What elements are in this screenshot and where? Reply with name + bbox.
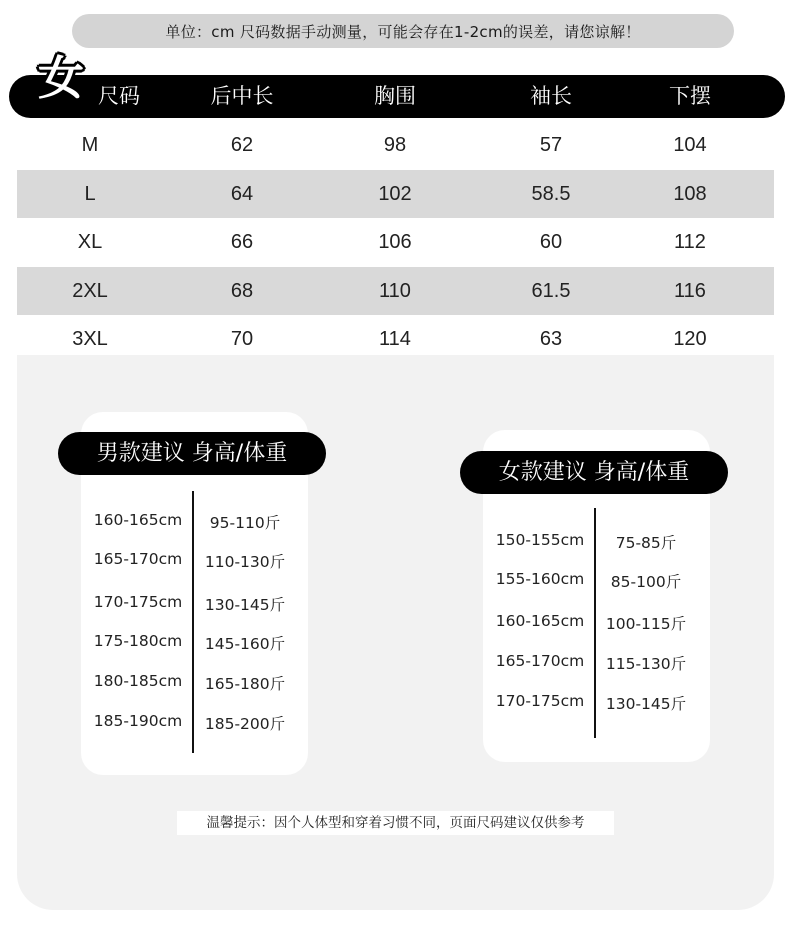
header-hem: 下摆 (669, 84, 711, 108)
women-recommendation-title: 女款建议 身高/体重 (460, 451, 728, 494)
cell-size: XL (77, 231, 103, 254)
women-height: 170-175cm (495, 692, 585, 710)
header-sleeve: 袖长 (530, 84, 572, 108)
women-weight: 115-130斤 (605, 655, 687, 673)
size-tip: 温馨提示：因个人体型和穿着习惯不同，页面尺码建议仅供参考 (177, 811, 614, 835)
men-height: 160-165cm (93, 511, 183, 529)
header-back-length: 后中长 (210, 84, 274, 108)
cell-chest: 114 (379, 328, 411, 351)
cell-back-length: 70 (230, 328, 254, 351)
cell-hem: 120 (673, 328, 707, 351)
table-row (17, 267, 774, 316)
cell-back-length: 62 (230, 134, 254, 156)
cell-back-length: 64 (230, 182, 254, 205)
men-weight: 185-200斤 (204, 715, 286, 733)
header-chest: 胸围 (374, 84, 416, 108)
women-weight: 100-115斤 (605, 615, 687, 633)
women-height: 160-165cm (495, 612, 585, 630)
women-weight: 130-145斤 (605, 695, 687, 713)
cell-sleeve: 63 (539, 328, 563, 351)
table-row (17, 170, 774, 219)
women-weight: 75-85斤 (615, 534, 677, 552)
female-badge: 女 (38, 51, 84, 105)
cell-chest: 110 (379, 279, 411, 302)
men-weight: 95-110斤 (209, 514, 281, 532)
cell-sleeve: 58.5 (531, 182, 571, 205)
header-size: 尺码 (98, 84, 140, 108)
men-weight: 130-145斤 (204, 596, 286, 614)
cell-hem: 112 (674, 231, 706, 254)
women-height: 165-170cm (495, 652, 585, 670)
cell-back-length: 66 (230, 231, 254, 254)
cell-chest: 102 (378, 182, 412, 205)
women-weight: 85-100斤 (610, 573, 682, 591)
cell-size: M (81, 134, 99, 156)
unit-notice: 单位：cm 尺码数据手动测量，可能会存在1-2cm的误差，请您谅解！ (72, 14, 734, 48)
table-row (17, 315, 774, 364)
men-weight: 165-180斤 (204, 675, 286, 693)
men-recommendation-title: 男款建议 身高/体重 (58, 432, 326, 475)
women-height: 155-160cm (495, 570, 585, 588)
men-weight: 110-130斤 (204, 553, 286, 571)
cell-back-length: 68 (230, 279, 254, 302)
men-weight: 145-160斤 (204, 635, 286, 653)
cell-chest: 106 (378, 231, 412, 254)
size-table (17, 121, 774, 364)
cell-sleeve: 61.5 (531, 279, 571, 302)
men-height: 175-180cm (93, 632, 183, 650)
table-row (17, 121, 774, 170)
cell-sleeve: 57 (539, 134, 563, 156)
men-height: 180-185cm (93, 672, 183, 690)
cell-chest: 98 (383, 134, 407, 156)
cell-size: 2XL (72, 279, 108, 302)
men-height: 165-170cm (93, 550, 183, 568)
divider (594, 508, 596, 738)
women-height: 150-155cm (495, 531, 585, 549)
cell-hem: 116 (674, 279, 706, 302)
men-height: 185-190cm (93, 712, 183, 730)
size-table-header (9, 75, 785, 118)
cell-size: 3XL (72, 328, 108, 351)
cell-hem: 104 (673, 134, 707, 156)
men-height: 170-175cm (93, 593, 183, 611)
divider (192, 491, 194, 753)
cell-hem: 108 (673, 182, 707, 205)
cell-sleeve: 60 (539, 231, 563, 254)
table-row (17, 218, 774, 267)
cell-size: L (84, 182, 96, 205)
